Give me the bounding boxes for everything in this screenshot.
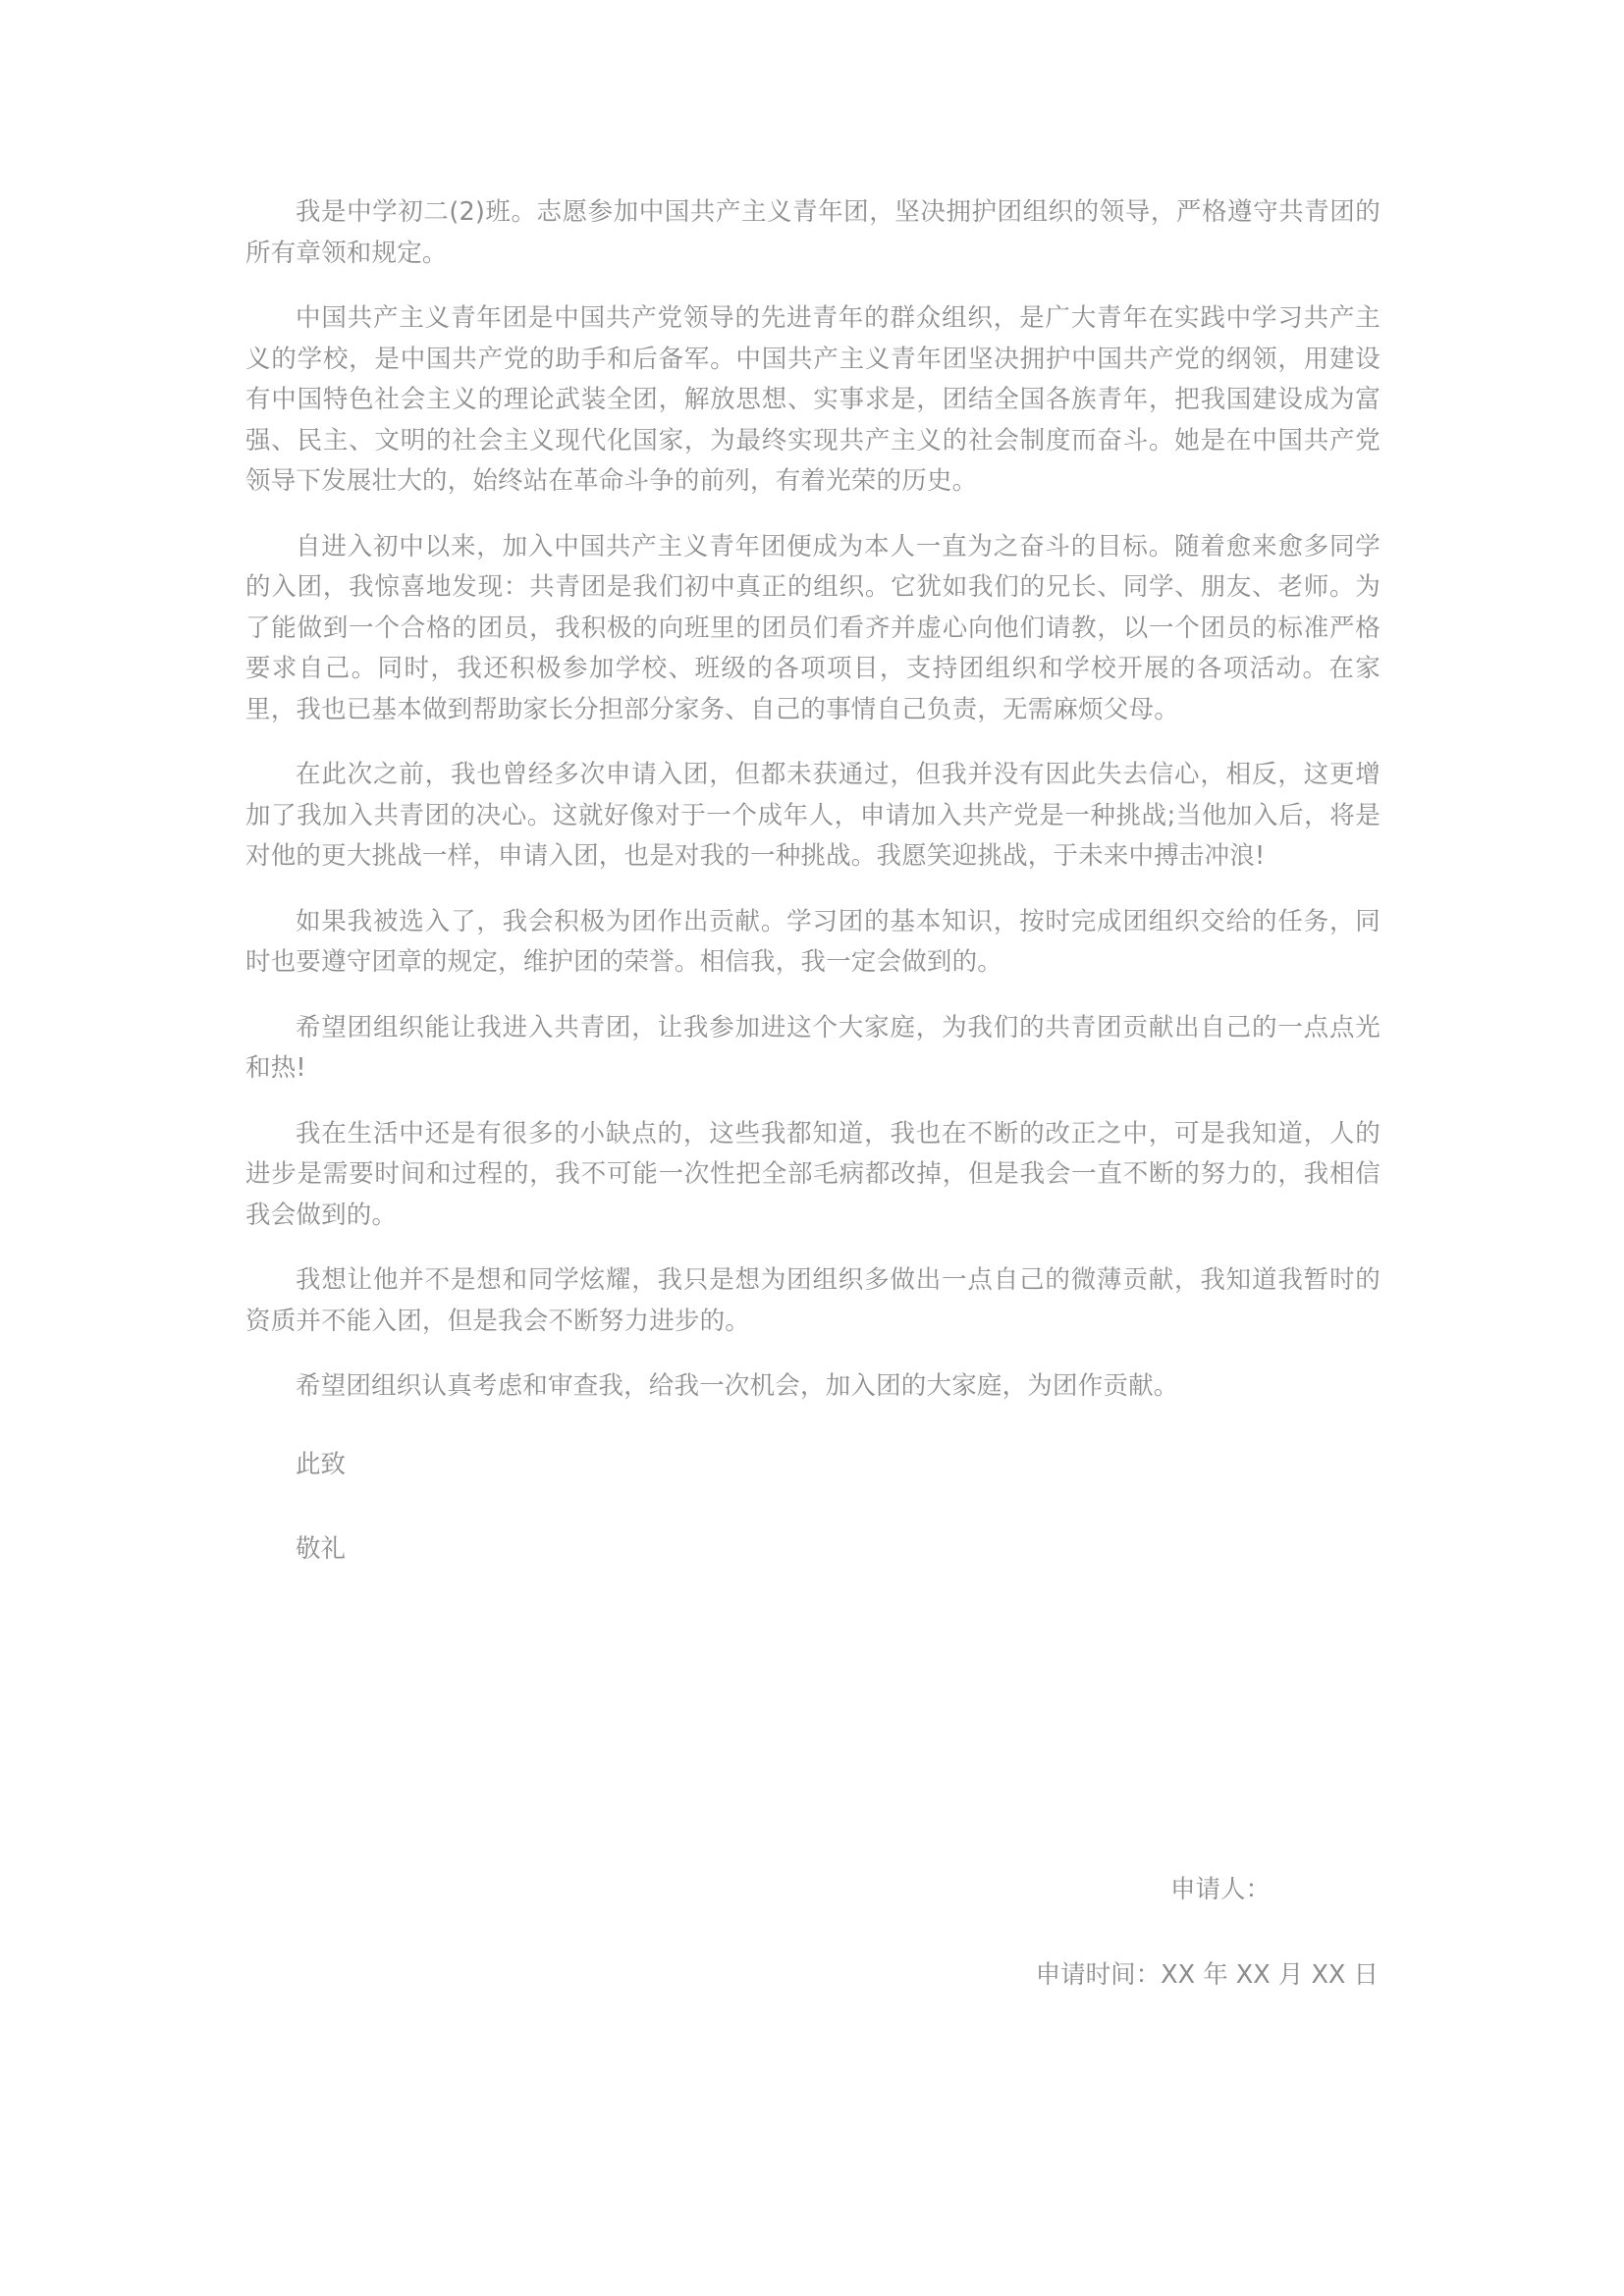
paragraph-9: 希望团组织认真考虑和审查我，给我一次机会，加入团的大家庭，为团作贡献。 [296, 1371, 1179, 1401]
closing-salute-jingli: 敬礼 [296, 1534, 347, 1564]
paragraph-4: 在此次之前，我也曾经多次申请入团，但都未获通过，但我并没有因此失去信心，相反，这更增加了我加入共青团的决心。这就好像对于一个成年人，申请加入共产党是一种挑战;当他加入后，将是对他的更大挑战一样，申请入团，也是对我的一种挑战。我愿笑迎挑战，于未来中搏击冲浪! [245, 760, 1380, 871]
paragraph-5: 如果我被选入了，我会积极为团作出贡献。学习团的基本知识，按时完成团组织交给的任务，同时也要遵守团章的规定，维护团的荣誉。相信我，我一定会做到的。 [245, 906, 1380, 977]
paragraph-1: 我是中学初二(2)班。志愿参加中国共产主义青年团，坚决拥护团组织的领导，严格遵守共青团的所有章领和规定。 [245, 197, 1380, 268]
paragraph-6: 希望团组织能让我进入共青团，让我参加进这个大家庭，为我们的共青团贡献出自己的一点点光和热! [245, 1012, 1380, 1083]
applicant-signature-label: 申请人： [1169, 1875, 1271, 1904]
paragraph-7: 我在生活中还是有很多的小缺点的，这些我都知道，我也在不断的改正之中，可是我知道，人的进步是需要时间和过程的，我不可能一次性把全部毛病都改掉，但是我会一直不断的努力的，我相信我会做到的。 [245, 1118, 1380, 1230]
paragraph-8: 我想让他并不是想和同学炫耀，我只是想为团组织多做出一点自己的微薄贡献，我知道我暂时的资质并不能入团，但是我会不断努力进步的。 [245, 1265, 1380, 1336]
document-body [245, 192, 1380, 1571]
paragraph-3: 自进入初中以来，加入中国共产主义青年团便成为本人一直为之奋斗的目标。随着愈来愈多同学的入团，我惊喜地发现：共青团是我们初中真正的组织。它犹如我们的兄长、同学、朋友、老师。为了能做到一个合格的团员，我积极的向班里的团员们看齐并虚心向他们请教，以一个团员的标准严格要求自己。同时，我还积极参加学校、班级的各项项目，支持团组织和学校开展的各项活动。在家里，我也已基本做到帮助家长分担部分家务、自己的事情自己负责，无需麻烦父母。 [245, 531, 1380, 724]
paragraph-2: 中国共产主义青年团是中国共产党领导的先进青年的群众组织，是广大青年在实践中学习共产主义的学校，是中国共产党的助手和后备军。中国共产主义青年团坚决拥护中国共产党的纲领，用建设有中国特色社会主义的理论武装全团，解放思想、实事求是，团结全国各族青年，把我国建设成为富强、民主、文明的社会主义现代化国家，为最终实现共产主义的社会制度而奋斗。她是在中国共产党领导下发展壮大的，始终站在革命斗争的前列，有着光荣的历史。 [245, 303, 1380, 496]
signature-block [245, 1870, 1380, 1996]
application-date-label: 申请时间：XX 年 XX 月 XX 日 [1035, 1959, 1379, 1990]
closing-salute-cizhi: 此致 [296, 1449, 347, 1479]
